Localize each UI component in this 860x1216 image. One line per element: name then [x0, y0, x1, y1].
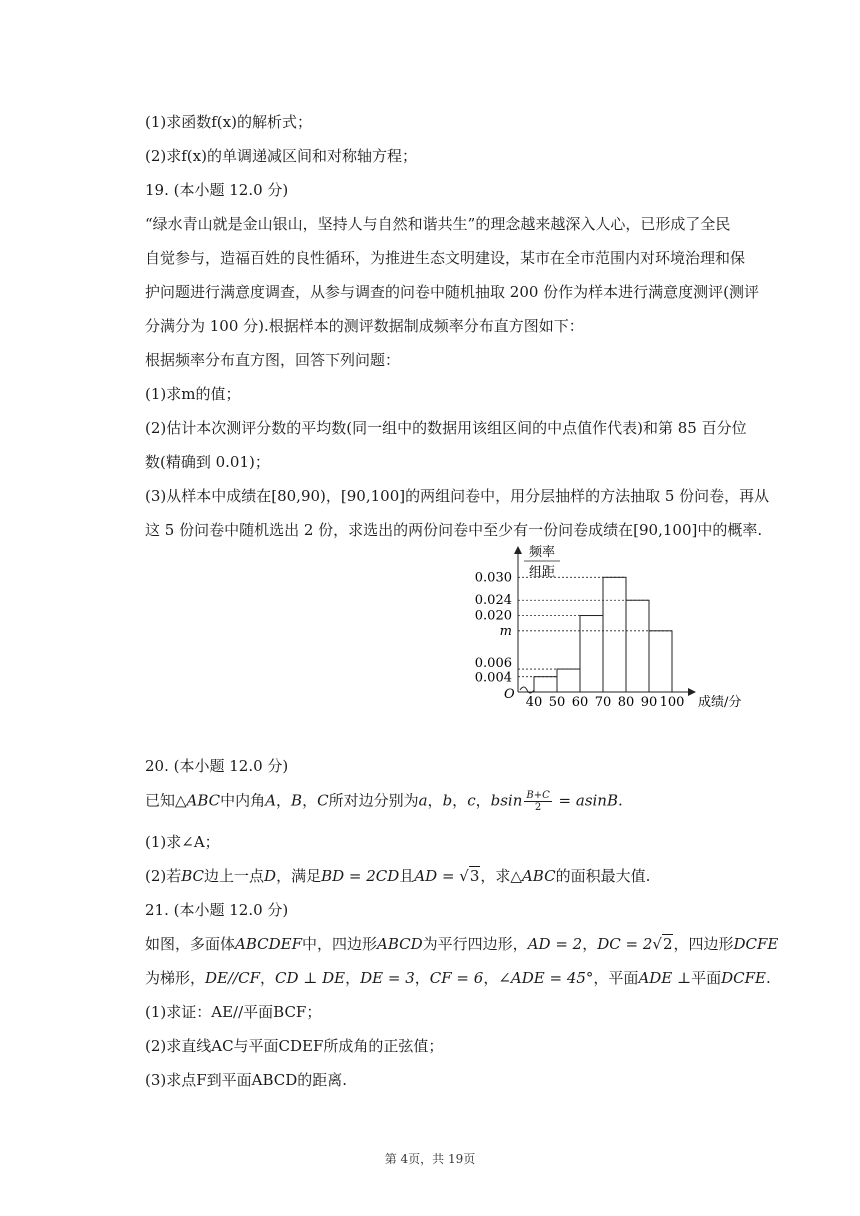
q20-sub-1: (1)求∠A； [145, 833, 220, 851]
sqrt-radicand: 2 [662, 935, 673, 953]
q19-para-2: 自觉参与，造福百姓的良性循环，为推进生态文明建设，某市在全市范围内对环境治理和保 [145, 249, 746, 267]
frequency-histogram [440, 540, 770, 710]
x-tick-label: 50 [548, 695, 566, 710]
text: 边上一点 [204, 867, 265, 885]
x-tick-label: 80 [617, 695, 635, 710]
y-tick-label: 0.020 [474, 608, 512, 624]
text: ，满足 [276, 867, 322, 885]
sqrt-expression: √3 [459, 867, 480, 885]
math: ADE [638, 969, 673, 987]
histogram-axes [504, 544, 741, 710]
histogram-bar [626, 600, 649, 692]
math: ABCDEF [235, 935, 303, 953]
math: a [418, 791, 428, 810]
q21-sub-2: (2)求直线AC与平面CDEF所成角的正弦值； [145, 1037, 444, 1055]
text: . [618, 791, 623, 810]
math: bsin [490, 791, 523, 810]
q19-para-1: “绿水青山就是金山银山，坚持人与自然和谐共生”的理念越来越深入人心，已形成了全民 [145, 215, 731, 233]
q19-sub-3a: (3)从样本中成绩在[80,90)，[90,100]的两组问卷中，用分层抽样的方法抽取 5 份问卷，再从 [145, 487, 770, 505]
math: BD = 2CD [321, 867, 400, 885]
math: A [265, 791, 277, 810]
line-q18-1: (1)求函数f(x)的解析式； [145, 113, 312, 131]
text: 已知△ [145, 791, 187, 810]
text: 所对边分别为 [328, 791, 419, 810]
text: ， [414, 969, 430, 987]
math: C [317, 791, 329, 810]
text: 的面积最大值. [555, 867, 651, 885]
line-q18-2: (2)求f(x)的单调递减区间和对称轴方程； [145, 147, 417, 165]
q19-sub-1: (1)求m的值； [145, 385, 241, 403]
text: ，求△ [480, 867, 522, 885]
math: B [291, 791, 303, 810]
sqrt-radicand: 3 [469, 867, 480, 885]
math: ∠ADE = 45° [498, 969, 594, 987]
q21-header: 21. (本小题 12.0 分) [145, 901, 289, 919]
q19-sub-2b: 数(精确到 0.01)； [145, 453, 270, 471]
q19-para-4: 分满分为 100 分).根据样本的测评数据制成频率分布直方图如下： [145, 317, 584, 335]
math: BC [181, 867, 205, 885]
math: D [264, 867, 277, 885]
math: AD = 2 [527, 935, 583, 953]
y-tick-label: 0.030 [474, 570, 512, 586]
math: = asinB [553, 791, 618, 810]
math: CD ⊥ DE [275, 969, 346, 987]
x-tick-label: 60 [571, 695, 589, 710]
fraction-denominator: 2 [534, 802, 542, 813]
q21-sub-1: (1)求证：AE//平面BCF； [145, 1003, 322, 1021]
math: ABC [186, 791, 221, 810]
text: 为梯形， [145, 969, 206, 987]
text: ， [475, 791, 491, 810]
y-tick-label: 0.024 [474, 593, 512, 609]
fraction [524, 790, 551, 813]
x-tick-label: 40 [525, 695, 543, 710]
text: 且 [399, 867, 415, 885]
q20-sub-2 [145, 866, 650, 886]
q19-sub-2a: (2)估计本次测评分数的平均数(同一组中的数据用该组区间的中点值作代表)和第 85 百分位 [145, 419, 747, 437]
x-axis-arrow [688, 688, 696, 696]
math: AD = [414, 867, 460, 885]
math: DCFE [733, 935, 779, 953]
q19-header: 19. (本小题 12.0 分) [145, 181, 289, 199]
q19-sub-3b: 这 5 份问卷中随机选出 2 份，求选出的两份问卷中至少有一份问卷成绩在[90,100]中的概率. [145, 521, 763, 539]
text: 中内角 [220, 791, 266, 810]
text: 中，四边形 [302, 935, 378, 953]
q19-para-3: 护问题进行满意度调查，从参与调查的问卷中随机抽取 200 份作为样本进行满意度测评(测评 [145, 283, 760, 301]
math: CF = 6 [429, 969, 484, 987]
histogram-bar [580, 616, 603, 692]
text: 如图，多面体 [145, 935, 236, 953]
q19-para-5: 根据频率分布直方图，回答下列问题： [145, 351, 401, 369]
histogram-bar [534, 677, 557, 692]
math: DE = 3 [360, 969, 415, 987]
x-tick-label: 90 [640, 695, 658, 710]
math: b [442, 791, 453, 810]
origin-label: O [504, 687, 515, 702]
math: c [467, 791, 476, 810]
math: ABC [521, 867, 556, 885]
q20-para-1 [145, 790, 623, 813]
text: ， [345, 969, 361, 987]
text: ⊥平面 [672, 969, 722, 987]
ylabel-top: 频率 [528, 545, 556, 560]
q20-header: 20. (本小题 12.0 分) [145, 757, 289, 775]
text: ， [302, 791, 318, 810]
y-axis-arrow [514, 546, 522, 554]
ylabel-bottom: 组距 [528, 565, 556, 580]
text: ，四边形 [673, 935, 734, 953]
text: . [766, 969, 771, 987]
q21-sub-3: (3)求点F到平面ABCD的距离. [145, 1071, 348, 1089]
xlabel: 成绩/分 [698, 695, 742, 710]
histogram-bar [603, 577, 626, 692]
math: ABCD [377, 935, 423, 953]
x-tick-label: 70 [594, 695, 612, 710]
text: ， [427, 791, 443, 810]
math: DC = 2 [597, 935, 653, 953]
text: (2)若 [145, 867, 182, 885]
y-tick-label: 0.004 [474, 670, 512, 686]
text: ， [483, 969, 499, 987]
text: ， [582, 935, 598, 953]
text: ， [276, 791, 292, 810]
q21-para-1 [145, 934, 778, 954]
text: ， [259, 969, 275, 987]
text: 为平行四边形， [422, 935, 528, 953]
y-tick-label: 0.006 [474, 656, 512, 672]
sqrt-expression: √2 [652, 935, 673, 953]
text: ， [452, 791, 468, 810]
q21-para-2 [145, 968, 771, 988]
histogram-bar [649, 631, 672, 692]
text: ，平面 [593, 969, 639, 987]
y-tick-label: m [499, 623, 512, 639]
histogram-bar [557, 669, 580, 692]
math: DCFE [721, 969, 766, 987]
math: DE//CF [205, 969, 260, 987]
x-tick-label: 100 [659, 695, 685, 710]
fraction-numerator: B+C [526, 790, 550, 801]
page-footer: 第 4页，共 19页 [384, 1152, 476, 1166]
